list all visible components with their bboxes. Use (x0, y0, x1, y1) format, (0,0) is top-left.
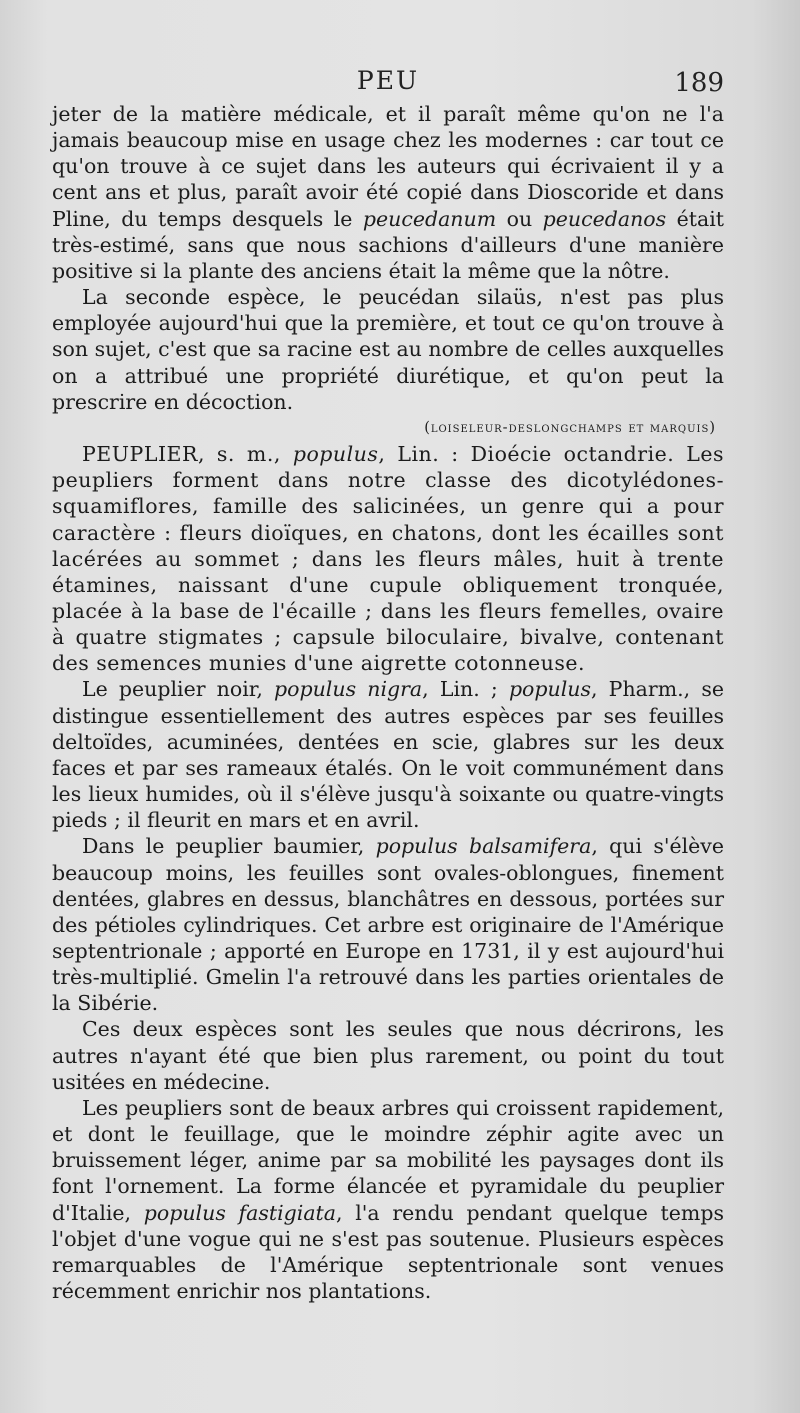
text-run: , Pharm., se distingue essentiellement des autres espèces par ses feuilles deltoïdes, acuminées, dentées en scie, glabres sur les deux faces et par ses rameaux étalés. On le voit communément dans les lieux humides, où il s'élève jusqu'à soixante ou quatre-vingts pieds ; il fleurit en mars et en avril. (52, 677, 724, 833)
latin-name-text: populus nigra (274, 677, 423, 702)
text-run: , l'a rendu pendant quelque temps l'objet d'une vogue qui ne s'est pas soutenue. Plusieurs espèces remarquables de l'Amérique septentrionale sont venues récemment enrichir nos plantations. (52, 1200, 725, 1304)
latin-name-text: peucedanum (362, 206, 497, 231)
body-text (52, 101, 724, 1304)
author-signature (52, 415, 724, 441)
text-run: Ces deux espèces sont les seules que nous décrirons, les autres n'ayant été que bien plus rarement, ou point du tout usitées en médecine. (52, 1017, 724, 1094)
text-run: Les peupliers sont de beaux arbres qui croissent rapidement, et dont le feuillage, que le moindre zéphir agite avec un bruissement léger, anime par sa mobilité les paysages dont ils font l'ornement. La forme élancée et pyramidale du peuplier d'Italie, (52, 1095, 724, 1225)
latin-name-text: peucedanos (542, 206, 667, 231)
text-run: Le peuplier noir, (82, 677, 275, 702)
entry-peuplier (52, 441, 724, 676)
latin-name-text: populus fastigiata (143, 1200, 337, 1225)
text-run: (loiseleur-deslongchamps et marquis) (424, 419, 716, 436)
page-number: 189 (674, 68, 724, 98)
paragraph-especes-decrites (52, 1016, 724, 1094)
latin-name-text: populus (292, 442, 379, 467)
paragraph-peucedanum-history (52, 101, 724, 284)
page-header (52, 66, 724, 102)
text-run: était très-estimé, sans que nous sachions d'ailleurs d'une manière positive si la plante des anciens était la même que la nôtre. (52, 206, 724, 283)
text-run: Dans le peuplier baumier, (82, 834, 376, 859)
paragraph-peucedan-silaus (52, 284, 724, 415)
text-run: La seconde espèce, le peucédan silaüs, n'est pas plus employée aujourd'hui que la première, et tout ce qu'on trouve à son sujet, c'est que sa racine est au nombre de celles auxquelles on a attribué une propriété diurétique, et qu'on peut la prescrire en décoction. (52, 285, 724, 414)
text-run: , Lin. ; (422, 677, 509, 702)
text-run: jeter de la matière médicale, et il paraît même qu'on ne l'a jamais beaucoup mise en usage chez les modernes : car tout ce qu'on trouve à ce sujet dans les auteurs qui écrivaient il y a cent ans et plus, paraît avoir été copié dans Dioscoride et dans Pline, du temps desquels le (52, 102, 724, 231)
latin-name-text: populus balsamifera (375, 834, 592, 859)
paragraph-peuplier-noir (52, 676, 724, 833)
text-run: ou (496, 206, 543, 231)
paragraph-peupliers-ornement (52, 1095, 724, 1304)
latin-name-text: populus (508, 677, 592, 702)
text-run: , Lin. : Dioécie octandrie. Les peupliers forment dans notre classe des dicotylédones-squamiflores, famille des salicinées, un genre qui a pour caractère : fleurs dioïques, en chatons, dont les écailles sont lacérées au sommet ; dans les fleurs mâles, huit à trente étamines, naissant d'une cupule obliquement tronquée, placée à la base de l'écaille ; dans les fleurs femelles, ovaire à quatre stigmates ; capsule biloculaire, bivalve, contenant des semences munies d'une aigrette cotonneuse. (52, 442, 724, 676)
text-run: PEUPLIER, s. m., (82, 442, 293, 467)
running-head: PEU (356, 66, 420, 95)
paragraph-peuplier-baumier (52, 833, 724, 1016)
text-run: , qui s'élève beaucoup moins, les feuilles sont ovales-oblongues, finement dentées, glabres en dessus, blanchâtres en dessous, portées sur des pétioles cylindriques. Cet arbre est originaire de l'Amérique septentrionale ; apporté en Europe en 1731, il y est aujourd'hui très-multiplié. Gmelin l'a retrouvé dans les parties orientales de la Sibérie. (52, 834, 725, 1016)
